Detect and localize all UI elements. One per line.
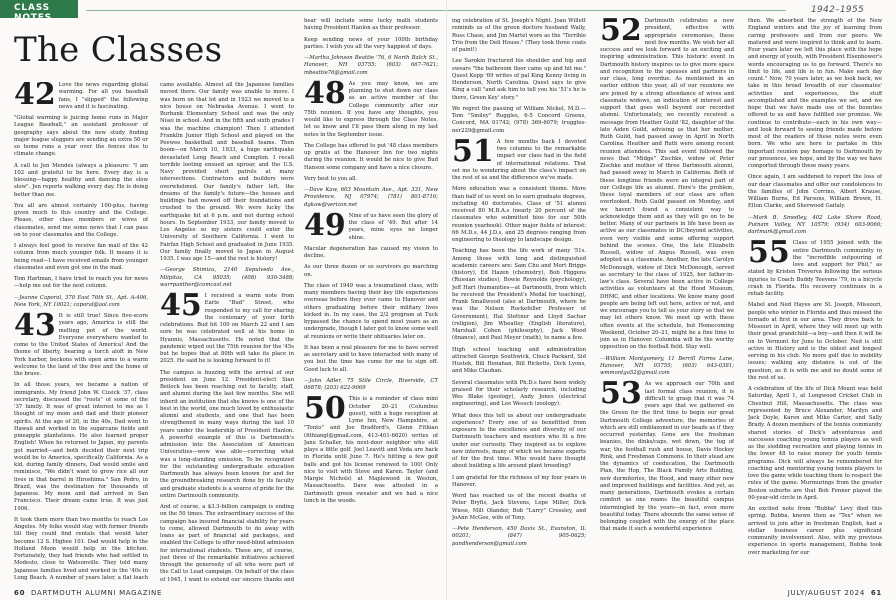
issue-date: JULY/AUGUST 2024 xyxy=(787,589,865,597)
paragraph-text: Mabel and Ned Hayes are St. Joseph, Missouri, people who winter in Florida and thus missed the tornado at first in our area. They drove back to Missouri in April, where they will meet up with their great grandchild—a boy—and then it will be on to Vermont for June to October. Ned is still active in History and is the oldest and longest serving in his club. No more golf due to mobility issues; walking any distance is out of the question, as it is with me and no doubt some of the rest of us. xyxy=(748,302,882,381)
paragraph-text: The campus is buzzing with the arrival of our president on June 12. President-elect Sian Beilock has been reaching out to faculty, staff, and alumni during the last few months. She will inherit an institution that she knows is one of the best in the world, one much loved by enthusiastic alumni and students, and one that has been strengthened in many ways during the last 10 years under the leadership of President Hanlon. A powerful example of this is Dartmouth's admission into the Association of American Universities—wow was able—correcting what was a long-standing omission. To be recognized for the outstanding undergraduate education Dartmouth has always been known for and for the groundbreaking research done by its faculty and graduate students is a source of pride for the entire Dartmouth community. xyxy=(160,369,294,499)
signature: —William Montgomery, 11 Berrill Farms Lane, Hanover, NH 03755; (603) 643-0381; wmmontgo52@gmail.com xyxy=(600,355,734,376)
paragraph xyxy=(304,143,438,172)
class-entry xyxy=(600,376,734,533)
signature: —Dave Kaw, 603 Mountain Ave., Apt. 331, New Providence, NJ 07974; (781) 801-8716; dgkaw@verizon.net xyxy=(304,187,438,208)
paragraph xyxy=(304,176,438,183)
signature: —Martha Johnson Beattie '76, 6 North Balch St., Hanover, NH 03755; (603) 667-7621; mbeattie76@gmail.com xyxy=(304,55,438,76)
paragraph-text: Macular degeneration has caused my vision to decline. xyxy=(304,245,438,259)
paragraph xyxy=(304,37,438,52)
paragraph xyxy=(452,186,586,244)
section-tab xyxy=(0,0,78,23)
paragraph xyxy=(160,504,294,582)
class-year-number: 50 xyxy=(304,391,346,427)
paragraph-text: More education was a consistent theme. More than half of us went on to earn graduate degrees, including 40 doctorates. Class of '51 alumni received 80 M.B.A.s (nearly 20 percent of the classmates who submitted bios for our 50th reunion yearbook). Other major fields of interest: 66 M.D.s, 44 J.D.s, and 25 degrees ranging from engineering to theology to landscape design. xyxy=(452,186,586,243)
paragraph-text: then. We absorbed the strength of the New England winters and the joy of learning from caring professors and from our peers. We matured and were inspired to think and to learn. Four years later we left this place with the hope and energy of youth, with President Eisenhower's words encouraging us to go forward. There's no limit to life, and life is in fun. Make each day count." Now, 70 years later, as we look back, we take in this broad breadth of our classmates' activities and experiences, the stuff accomplished and the examples we set, and we hope that we have made use of the bounties offered to us and have fulfilled our promise. We continue to contribute—each in his own way—and look forward to seeing friends made before most of the readers of these notes were even born. We who are here to partake in this important reunion pay homage to Dartmouth by our presences, we hope, and by the way we have comported through these many years. xyxy=(748,18,882,169)
paragraph xyxy=(452,475,586,490)
signature: —John Adler, 75 Stile Circle, Riverside, CT 06878; (203) 622-9069 xyxy=(304,377,438,391)
paragraph-text: I always feel good to receive fan mail of the 42 column from much younger folk. It means it is being read—I have received emails from younger classmates and even got one in the mail. xyxy=(14,243,148,271)
paragraph xyxy=(452,58,586,102)
class-entry xyxy=(452,133,586,183)
class-year-number: 52 xyxy=(600,18,642,48)
paragraph-text: What does this tell us about our undergraduate experience? Every one of us benefitted from exposure to the excellence and diversity of our Dartmouth teachers and mentors who lit a fire under our curiosity. They inspired us to explore new interests, many of which we became experts of for the first time. Who would have thought about building a life around plant breeding? xyxy=(452,412,586,470)
paragraph-text: Tom Hartman, I have tried to reach you for news—help me out for the next column. xyxy=(14,276,148,290)
paragraph-text: "Global warming is juicing home runs in Major League Baseball," an assistant professor of geography says about the new study finding major league sluggers are sending an extra 50 or so home runs a year over the fences due to climate change. xyxy=(14,115,148,158)
paragraph xyxy=(14,276,148,291)
paragraph-text: I am grateful for the richness of my four years in Hanover. xyxy=(452,474,586,488)
paragraph-text: Teaching has been the life work of many '51s. Among those with long and distinguished academic careers are: Sam Chu and Mort Briggs (history), Ed Hazen (chemistry), Bob Higgens (Russian studies), Bowie Reynolds (psychology), Jeff Hart (humanities—at Dartmouth, from which he received the President's Medal for teaching), Frank Smallwood (also at Dartmouth, where he was the Nelson Rockefeller Professor of Government), Hal Stettner and Lloyd Sachar (religion), Jim Wheatley (English literature), Marshall Cohen (philosophy), Jack Wood (finance), and Paul Meyer (math), to name a few. xyxy=(452,248,586,342)
top-bar xyxy=(0,0,896,23)
paragraph-text: And of course, a $3.3-billion campaign is ending on the 50 times. The extraordinary success of the campaign has insured financial stability for years to come, allowed Dartmouth to do away with loans as part of financial aid packages, and enabled the College to offer need-blind admission for international students. These are, of course, just three of the remarkable initiatives achieved through the generosity of all who were part of the Call to Lead campaign. On behalf of the class of 1945, I want to extend our sincere thanks and xyxy=(160,504,294,582)
paragraph-text: A few months back I devoted two columns to the remarkable impact our class had in the field of international relations. That set me to wondering about the class's impact on the rest of us and the difference we've made. xyxy=(452,138,586,181)
signature: —Jeanne Caporal, 370 East 76th St., Apt. A-406, New York, NY 10021; caporal@aol.com xyxy=(14,294,148,308)
column-4 xyxy=(452,18,586,582)
paragraph xyxy=(14,203,148,239)
paragraph xyxy=(452,347,586,376)
signature: —Mark B. Smedley, 402 Lake Shore Road, Putnam Valley, NY 10579; (934) 603-9066; dartmark@gmail.com xyxy=(748,214,882,235)
page-number-right: 61 xyxy=(870,589,882,597)
paragraph xyxy=(304,18,438,33)
paragraph xyxy=(452,493,586,522)
paragraph-text: In all those years, we became a nation of immigrants. My friend John W. Cusick '37, class secretary, discussed the "roots" of some of the '37 family. It was of great interest to me as I thought of my mom and dad and their pioneer spirits. At the age of 20, in the 40s, Dad went to Hawaii and worked in the sugarcane fields and pineapple plantations. He also learned proper English! When he returned to Japan, my parents got married—and both decided their next trip would be to America, specifically California. As a kid, during family dinners, Dad would smile and reminisce, "We didn't want to grow rice all our lives in that barrel in Hiroshima." San Pedro, in Brazil, was the destination for thousands of Japanese. My mom and dad arrived in San Francisco. Their dream came true. It was just 1906. xyxy=(14,382,148,512)
paragraph xyxy=(748,174,882,210)
footer-left xyxy=(14,589,162,597)
paragraph-text: As our three dozen or so survivors go marching on. xyxy=(304,264,438,278)
paragraph xyxy=(304,246,438,261)
class-entry xyxy=(304,391,438,505)
class-entry xyxy=(748,235,882,298)
class-year-number: 49 xyxy=(304,207,346,243)
paragraph-text: As you may know, we are planning to shut down our class as an active member of the College community after our 75th reunion. If you have any thoughts, you would like to express through the Class Notes, let us know and I'll pass them along in my last notes in the September issue. xyxy=(304,80,438,138)
paragraph xyxy=(14,163,148,199)
paragraph-text: This is a reminder of class mini October 20–21 (Columbus guest), with a huge reception at Lyme Inn, New Hampshire, at "Tonto" and Joe Bradford's, Glenn Fithian (fithiangl@gmail.com, 413-401-6620) writes of Jane Schaller, his next-door neighbor who still plays a little golf. Joel Leavitt and Veda are back in Florida until June 7. He's hitting a few golf balls and got his license renewed to 100! Only nice to visit with Steve and Karen. Taylor (and Margie Nichols) at Maplewood in Weston, Massachusetts. Dave was attested in a Dartmouth green sweater and we had a nice lunch in the woods. xyxy=(304,396,438,504)
paragraph xyxy=(160,82,294,263)
paragraph-text: High school teaching and administration attracted George Southwick, Chuck Packard, Sid Hustek, Bill Henahan, Bill Ricketts, Dick Lyons, and Mike Clauhan. xyxy=(452,346,586,375)
paragraph xyxy=(14,243,148,272)
magazine-name: DARTMOUTH ALUMNI MAGAZINE xyxy=(31,589,163,597)
paragraph xyxy=(452,248,586,342)
page-gutter xyxy=(446,0,447,600)
paragraph xyxy=(160,370,294,501)
class-year-number: 42 xyxy=(14,82,56,112)
paragraph-text: An excited note from "Bubba" Levy died this spring. Bubba, known then as "Tex" when we arrived to join after in freshman English, had a stellar business career plus significant community involvement. Also, with my previous experience in sports management, Bubba took over marketing for our xyxy=(748,506,882,556)
paragraph xyxy=(748,386,882,502)
column-2 xyxy=(160,82,294,582)
class-year-number: 53 xyxy=(600,376,642,412)
paragraph-text: Word has reached us of the recent deaths of Peter Bryfis, Jack Stevens, Lope Miller, Dick Wiese, Milt Olander, Bob "Larry" Crossley, and JoAnn McGee, wife of Tony. xyxy=(452,493,586,521)
paragraph xyxy=(452,380,586,409)
class-year-number: 43 xyxy=(14,308,56,343)
paragraph xyxy=(452,18,586,54)
paragraph-text: We regret the passing of William Nickel, M.D.—Tom "Smiley" Ruggles, 6-5 Concord Greens, Concord, MA 01742; (978) 369-6079; truggles-ner229@gmail.com xyxy=(452,105,586,134)
paragraph xyxy=(14,115,148,159)
class-years: 1942–1955 xyxy=(810,5,864,15)
paragraph-text: It has been a real pleasure for me to have served as secretary and to have interacted with many of you but the time has come for me to sign off. Good luck to all. xyxy=(304,344,438,373)
paragraph-text: I received a warm note from Earle "Bud" Street, who responded to my call for sharing the centenary of your birth celebrations. Bud hit 100 on March 22 and I am sure he was celebrated well at his home in Hyannis, Massachusetts. He noted that the pandemic wiped out the 75th reunion for the '45s but he hopes that at 80th will take its place in 2025. He said he is looking forward to it! xyxy=(160,293,294,365)
paragraph-text: Several classmates with Ph.D.s have been widely praised for their scholarly research, including Wes Blake (geology), Andy Jones (electrical engineering), and Lee Wessch (zoology). xyxy=(452,379,586,408)
paragraph xyxy=(452,413,586,471)
paragraph-text: Nine of us have seen the glory of the class of '49. But after 14 years, mine eyes no longer shine. xyxy=(348,212,438,241)
paragraph xyxy=(304,283,438,341)
paragraph-text: Once again, I am saddened to report the loss of our dear classmates and offer our condolences to the families of John Corrino, Albert Krause, William Burns, Ed Parsons, William Brown, H. Elton Clarke, and Sherwood Gaitaly. xyxy=(748,174,882,210)
paragraph-text: A call to Jen Mendes (always a pleasure: "I am 102 and grateful to be here. Every day is a blessing—happy healthy and dancing the slow slow". Jen reports walking every day. He is doing better than me. xyxy=(14,162,148,198)
paragraph-text: The College has offered to put '48 class members up gratis at the Hanover Inn for two nights during the reunion. It would be nice to give Bud Hanson some company and have a nice closure. xyxy=(304,142,438,171)
paragraph-text: A celebration of the life of Dick Mount was held Saturday, April 1, at Longwood Cricket Club in Chestnut Hill, Massachusetts. The class was represented by Bruce Alexander, Marilyn and Jack Doyle, Karen and Mike Carter, and Sally Brady. A dozen members of the tennis community shared stories of Dick's adventurous and successes coaching young tennis players as well as the sledding recreation and playing tennis in the lower 48 to raise money for youth tennis programs. Dick will always be remembered for coaching and mentoring young tennis players to love the game while teaching them to respect the rules of the game. Murmurings from the greater Boston suburbs are that Bob Fenner played the 90-year-old circle in April. xyxy=(748,386,882,501)
page-number-left: 60 xyxy=(14,589,26,597)
class-year-number: 48 xyxy=(304,75,346,111)
paragraph xyxy=(304,264,438,279)
signature: —Pete Henderson, 450 Davis St., Evanston, IL 60201; (847) 905-0625; pandhenderson@gmail.com xyxy=(452,526,586,547)
class-entry xyxy=(304,207,438,243)
paragraph xyxy=(748,302,882,382)
column-6 xyxy=(748,18,882,582)
class-entry xyxy=(14,308,148,378)
paragraph-text: hear will include some lucky math students having President Hanlon as their professor. xyxy=(304,18,438,32)
paragraph-text: Class of 1955 joined with the entire Dartmouth community in the "incredible outpouring of love and support for Phil," as stated by Kristen Treverva following the serious injuries to Coach Buddy Teevens '79, in a bicycle crash in Florida. His recovery continues in a rehab facility. xyxy=(748,240,882,297)
paragraph-text: The class of 1949 was a traumatized class, with many members having their key life experiences overseas before they ever came to Hanover and others graduating before their military lives kicked in. In my case, the 2/2 program at Tuck bypassed the chance to spend most years as an undergrade, though I later got to know some well at reunions or write their obituaries later on. xyxy=(304,282,438,340)
column-1 xyxy=(14,82,148,582)
paragraph xyxy=(748,506,882,557)
footer-right xyxy=(788,589,882,597)
paragraph xyxy=(304,345,438,374)
top-rule xyxy=(86,10,786,11)
paragraph-text: Very best to you all. xyxy=(304,175,358,182)
footer xyxy=(0,583,896,600)
paragraph xyxy=(748,18,882,170)
column-3 xyxy=(304,18,438,582)
paragraph-text: It is still true! Since five-score years ago, America is still the melting pot of the world. Everyone everywhere wanted to come to the United States of America! And the theme of liberty, bearing a torch aloft in New York harbor, beckons with open arms to a warm welcome to the land of the free and the home of the brave. xyxy=(14,313,148,377)
class-entry xyxy=(600,18,734,352)
paragraph xyxy=(452,106,586,135)
class-year-number: 45 xyxy=(160,288,202,323)
page-title: The Classes xyxy=(14,30,223,70)
paragraph-text: You all are almost certainly 100-plus, having given much to this country and the College. Please, other class members or wives of classmates, send me some news that I can pass on to your classmates and the College. xyxy=(14,202,148,238)
class-year-number: 51 xyxy=(452,133,494,169)
paragraph xyxy=(14,517,148,582)
column-5 xyxy=(600,18,734,582)
class-entry xyxy=(14,82,148,111)
paragraph-text: ing celebration of St. Joseph's Night. Joan Willett reminds us of the green doctors husband Wally, Russ Chase, and Jim Martel wore as the "Terrible Trio from the Deli House." (They took three coats of paint!) xyxy=(452,18,586,53)
paragraph-text: As we approach our 70th and last formal class reunion, it is difficult to grasp that it was 74 years ago that we gathered on the Green for the first time to begin our great Dartmouth College adventure, the memories of which are still emblazoned in our heads as if they occurred yesterday. Gone are the freshman beanies, the dinks/caps, wet down, the tug of war, the football rush and house, Davis Hockey Rink, and Freshman Commons. In their stead are the dynamics of coeducation, the Dartmouth Plan, the Hop, The Black Family Arts Building, new dormitories, the Hood, and many other new and improved buildings and facilities. And yet, as many generations, Dartmouth evokes a certain comfort as one roams the beautiful campus intermingled by the years—in fact, even more beautiful today. There abounds the same sense of belonging coupled with the energy of the place that made it such a wonderful experience xyxy=(600,381,734,533)
paragraph-text: Lee Sarokin fractured his shoulder and hip and swears "the bathroom floor came up and hit me." Quest Kopp '69 writes of pal King Kenny living in Henderson, North Carolina. Quest says to give King a call "and ask him to tell you his '51's he is there, Green Key' story." xyxy=(452,58,586,101)
paragraph-text: It took them more than two months to reach Los Angeles. My folks would stay with former friends till they could find rentals that would later become 12 S. Higbee 101. Dad would help in the Holland Moon would help in the kitchen. Fortunately, they had friends who had settled in Modesto, close to Watsonville. They told many Japanese families lived and worked in the '40s in Long Beach. A number of years later, a flat leach xyxy=(14,516,148,581)
signature: —George Shimizu, 2140 Sepulveda Ave., Milpitas, CA 95035; (408) 930-3488; warrpanther@comcast.net xyxy=(160,267,294,288)
class-year-number: 55 xyxy=(748,235,790,271)
class-entry xyxy=(304,75,438,139)
class-entry xyxy=(160,288,294,366)
section-tab-label: CLASS NOTES xyxy=(14,3,52,23)
paragraph-text: Love the news regarding global warming. For all you baseball fans, I "slipped" the following news and it is fascinating. xyxy=(58,82,148,110)
paragraph-text: Dartmouth celebrates a new president, effective with appropriate ceremonies, these next few months. We wish her all success and we look forward to an exciting and inspiring administration. This historic event in Dartmouth history inspires us to give more space and recognition to the spouses and partners in our class, long overdue. As mentioned in an earlier edition this year, all of our reunions we are joined by a strong attendance of wives and classmate widows, an indication of interest and support that goes well beyond our recorded alumni. Unfortunately, we recently received a message from Heather Guild '82, daughter of the late Aiden Guild, advising us that her mother, Ruth Guild, had passed away in April in North Carolina. Heather and Ruth were among recent reunion attendees. This sad event followed the news that "Midge" Zischke, widow of Peter Zischke and mother of three Dartmouth alumni, had passed away in March in California. Both of these longtime friends were an integral part of our College life as alumni. Here's the problem, these loyal members of our class are often overlooked. Roth Guild passed on Monday, and we haven't found a consistent way to acknowledge them and as they will go on to be better. Many of our partners in life have been as active as our classmates in DC/beyond activities, even very visible and some offering support behind the scenes. One, the late Elizabeth Russell, widow of Angus Russell, was even adopted as a classmate. Another, the late Carolyn McDonough, widow of Dick McDonough, served as secretary to the class of 1925, her father-in-law's class. Several have been active in College activities as volunteers at the Hood Museum, DHMC, and other locations. We know many good people are being left out here, active or not, and we encourage you to tell us your story so that we may let others know. We meet up with these often events at the schedule, but Homecoming Weekend, October 20–21, might be a fine time to join us in Hanover. Columbia will be the worthy opposition on the football field. Stay well. xyxy=(600,18,734,351)
paragraph-text: Keep sending news of your 100th birthday parties. I wish you all the very happiest of days. xyxy=(304,36,438,50)
paragraph-text: came available. Almost all the Japanese families moved there. Our family was unable to move. I was born on that lot and in 1923 we moved to a nice house on Nebraska Avenue. I went to Burbank Elementary School and was the only Nisei in school. And in the fifth and sixth grades I was the machine champion! Then I attended Franklin Junior High School and played on the Peewee basketball and baseball teams. Then boom—on March 10, 1933, a huge earthquake devastated Long Beach and Compton. I recall terrible looting ensued an uproar, and the U.S. Navy provided short patrols at many intersections. Contractors and builders were overwhelmed. Our family's father left, the dreams of the family's future—the houses and buildings had mowed off their foundations and crushed to the ground. We were lucky the earthquake hit at 6 p.m. and not during school hours. In September 1933, our family moved to Los Angeles so my sisters could enter the University of Southern California. I went to Fairfax High School and graduated in June 1935. Our family finally moved to Japan in August 1935. I was age 15—and the rest is history! xyxy=(160,82,294,262)
paragraph xyxy=(14,382,148,513)
